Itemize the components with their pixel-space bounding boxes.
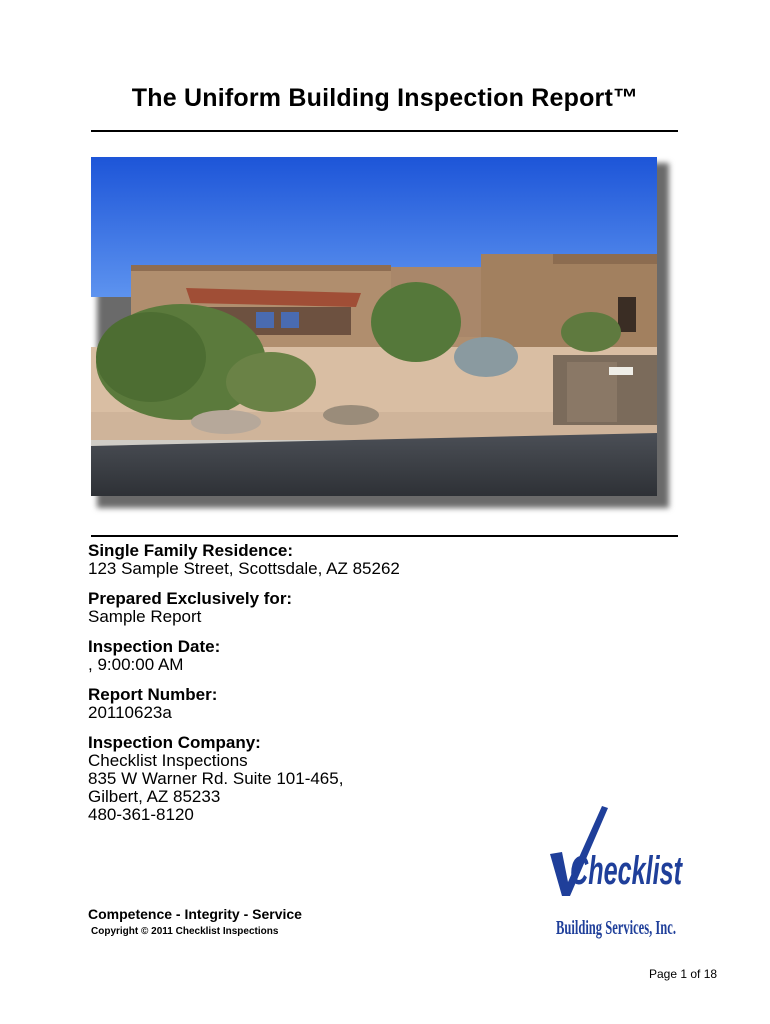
company-section <box>88 733 508 824</box>
photo-divider <box>91 535 678 537</box>
inspection-date-section <box>88 637 508 674</box>
copyright-notice: Copyright © 2011 Checklist Inspections <box>91 926 279 937</box>
inspection-date-value: , 9:00:00 AM <box>88 655 184 674</box>
report-number-value: 20110623a <box>88 703 172 722</box>
property-type-label: Single Family Residence: <box>88 541 294 560</box>
inspection-date-label: Inspection Date: <box>88 637 221 656</box>
report-title: The Uniform Building Inspection Report™ <box>131 84 639 112</box>
house-photo <box>91 157 663 502</box>
company-tagline: Competence - Integrity - Service <box>88 906 302 922</box>
prepared-for-section <box>88 589 508 626</box>
property-address: 123 Sample Street, Scottsdale, AZ 85262 <box>88 559 400 578</box>
report-number-label: Report Number: <box>88 685 218 704</box>
checklist-logo <box>540 804 690 950</box>
logo-name: Checklist <box>570 849 684 893</box>
prepared-for-label: Prepared Exclusively for: <box>88 589 293 608</box>
company-label: Inspection Company: <box>88 733 261 752</box>
prepared-for-value: Sample Report <box>88 607 202 626</box>
property-section <box>88 541 508 578</box>
company-address-line1: 835 W Warner Rd. Suite 101-465, <box>88 769 344 788</box>
house-photo-image <box>91 157 657 496</box>
company-phone: 480-361-8120 <box>88 805 194 824</box>
page-number: Page 1 of 18 <box>649 967 718 981</box>
report-details <box>88 541 508 835</box>
company-name: Checklist Inspections <box>88 751 248 770</box>
logo-subtitle: Building Services, Inc. <box>556 917 676 939</box>
report-number-section <box>88 685 508 722</box>
title-divider <box>91 130 678 132</box>
company-address-line2: Gilbert, AZ 85233 <box>88 787 221 806</box>
